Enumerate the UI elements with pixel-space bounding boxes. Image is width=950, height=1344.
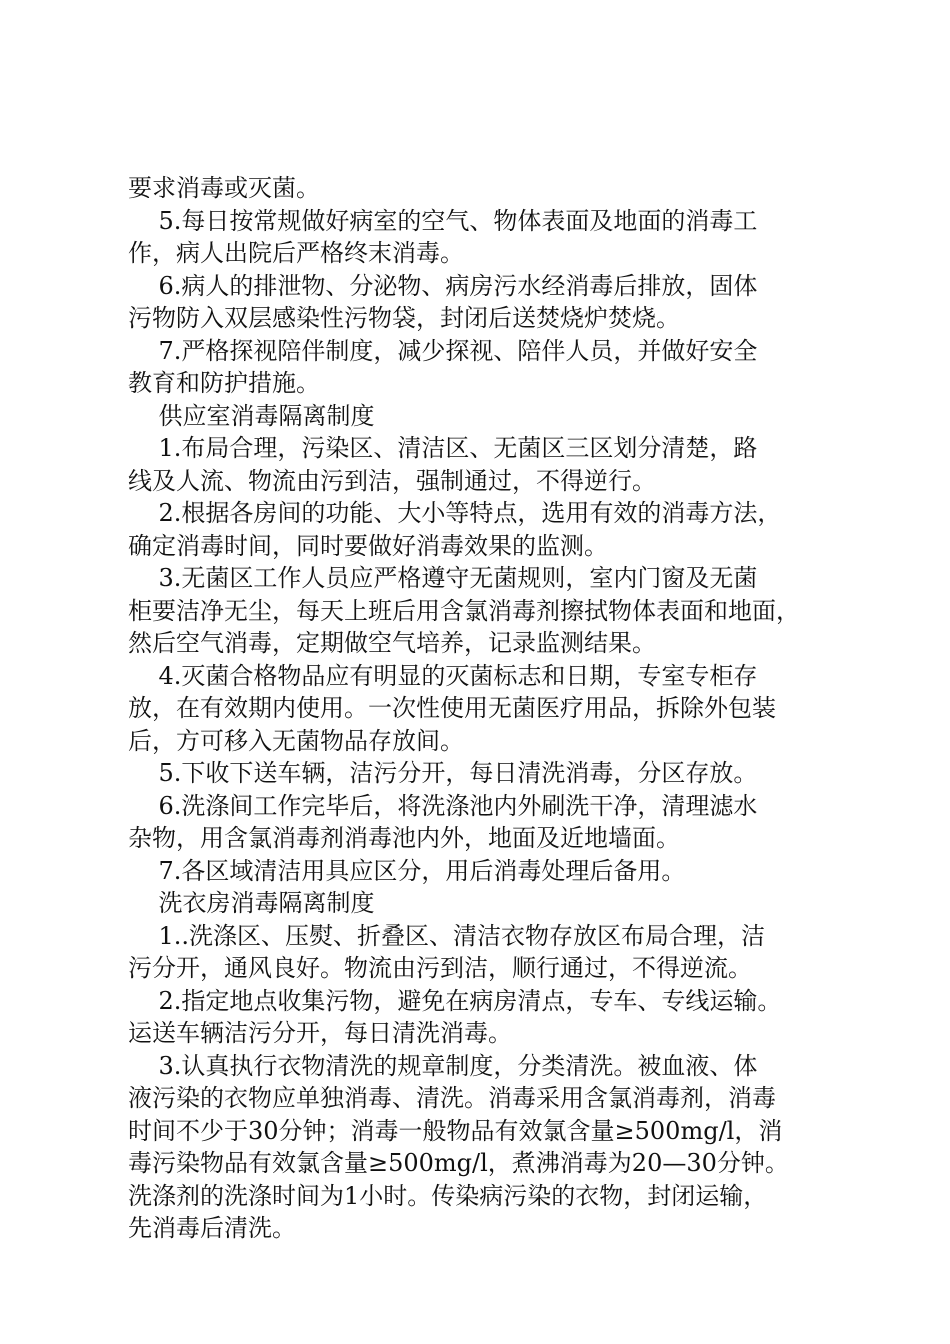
text-line: 1.布局合理，污染区、清洁区、无菌区三区划分清楚，路 [128,434,758,462]
text-line: 后，方可移入无菌物品存放间。 [128,726,464,755]
text-line: 3.认真执行衣物清洗的规章制度，分类清洗。被血液、体 [128,1051,758,1080]
text-line: 然后空气消毒，定期做空气培养，记录监测结果。 [128,629,656,657]
text-line: 1..洗涤区、压熨、折叠区、清洁衣物存放区布局合理，洁 [128,921,766,950]
text-line: 3.无菌区工作人员应严格遵守无菌规则，室内门窗及无菌 [128,564,758,592]
text-line: 确定消毒时间，同时要做好消毒效果的监测。 [128,531,608,560]
text-line: 放，在有效期内使用。一次性使用无菌医疗用品，拆除外包装 [128,694,776,722]
text-line: 5.下收下送车辆，洁污分开，每日清洗消毒，分区存放。 [128,759,758,787]
text-line: 污分开，通风良好。物流由污到洁，顺行通过，不得逆流。 [128,954,752,982]
text-line: 杂物，用含氯消毒剂消毒池内外，地面及近地墙面。 [128,824,680,852]
text-line: 运送车辆洁污分开，每日清洗消毒。 [128,1019,512,1047]
text-line: 液污染的衣物应单独消毒、清洗。消毒采用含氯消毒剂，消毒 [128,1084,776,1112]
section-heading: 供应室消毒隔离制度 [128,401,375,430]
text-line: 2.指定地点收集污物，避免在病房清点，专车、专线运输。 [128,986,782,1015]
text-line: 7.各区域清洁用具应区分，用后消毒处理后备用。 [128,856,686,885]
text-line: 2.根据各房间的功能、大小等特点，选用有效的消毒方法， [128,499,782,527]
text-line: 5.每日按常规做好病室的空气、物体表面及地面的消毒工 [128,206,758,235]
text-line: 6.洗涤间工作完毕后，将洗涤池内外刷洗干净，清理滤水 [128,791,758,820]
text-line: 教育和防护措施。 [128,369,320,397]
text-line: 线及人流、物流由污到洁，强制通过，不得逆行。 [128,466,656,495]
text-line: 洗涤剂的洗涤时间为1小时。传染病污染的衣物，封闭运输， [128,1181,768,1210]
text-line: 7.严格探视陪伴制度，减少探视、陪伴人员，并做好安全 [128,336,758,365]
text-line: 要求消毒或灭菌。 [128,174,320,202]
text-line: 6.病人的排泄物、分泌物、病房污水经消毒后排放，固体 [128,271,758,300]
section-heading: 洗衣房消毒隔离制度 [128,889,375,917]
text-line: 时间不少于30分钟；消毒一般物品有效氯含量≥500mg/l，消 [128,1116,783,1145]
text-line: 4.灭菌合格物品应有明显的灭菌标志和日期，专室专柜存 [128,661,758,690]
text-line: 先消毒后清洗。 [128,1214,296,1242]
document-body [128,172,848,1245]
text-line: 作，病人出院后严格终末消毒。 [128,239,464,267]
text-line: 污物防入双层感染性污物袋，封闭后送焚烧炉焚烧。 [128,304,680,332]
text-line: 柜要洁净无尘，每天上班后用含氯消毒剂擦拭物体表面和地面， [128,596,800,625]
text-line: 毒污染物品有效氯含量≥500mg/l，煮沸消毒为20—30分钟。 [128,1149,789,1177]
